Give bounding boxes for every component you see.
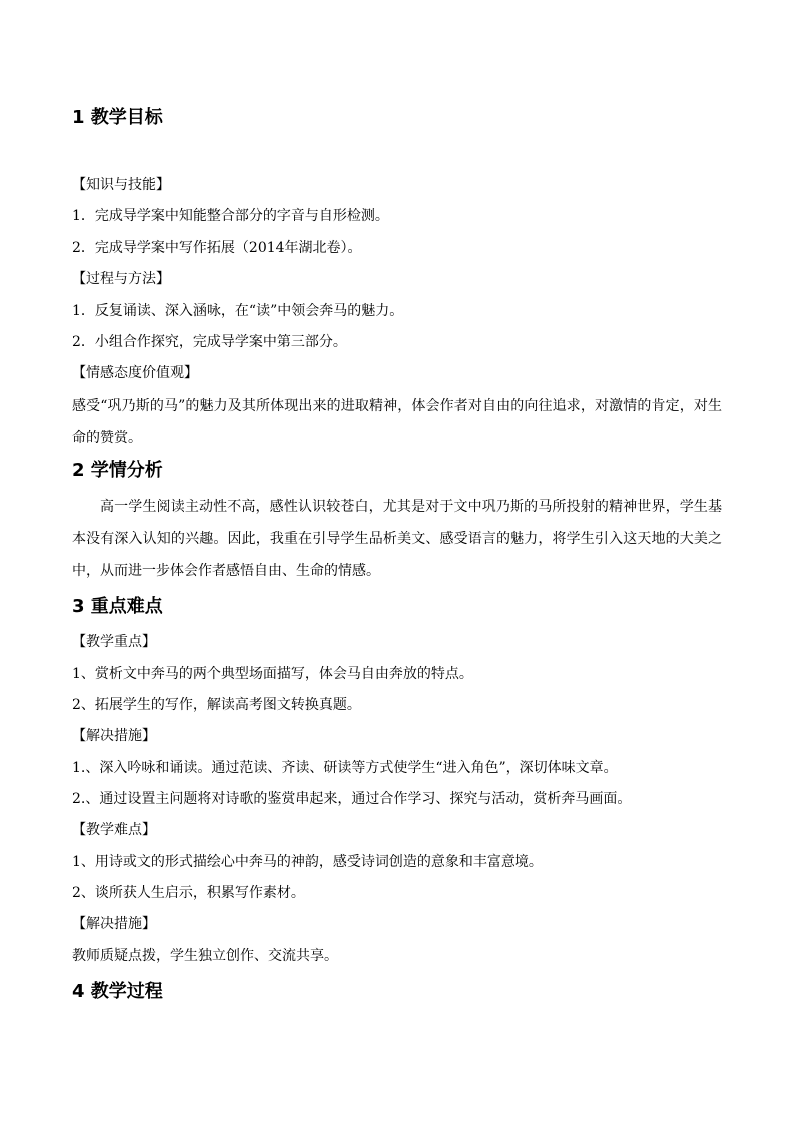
measures1-item-2: 2.、通过设置主问题将对诗歌的鉴赏串起来，通过合作学习、探究与活动，赏析奔马画面。 (72, 791, 632, 807)
section-title-keypoints: 3 重点难点 (72, 596, 163, 617)
focus-item-1: 1、赏析文中奔马的两个典型场面描写，体会马自由奔放的特点。 (72, 666, 473, 682)
focus-item-2: 2、拓展学生的写作，解读高考图文转换真题。 (72, 697, 361, 713)
label-knowledge-skills: 【知识与技能】 (72, 177, 170, 193)
label-teaching-difficulty: 【教学难点】 (72, 822, 156, 838)
label-measures-1: 【解决措施】 (72, 728, 156, 744)
knowledge-item-2: 2．完成导学案中写作拓展（2014年湖北卷）。 (72, 240, 362, 256)
label-process-methods: 【过程与方法】 (72, 271, 170, 287)
emotion-paragraph: 感受“巩乃斯的马”的魅力及其所体现出来的进取精神，体会作者对自由的向往追求，对激情的肯定，对生命的赞赏。 (72, 398, 722, 446)
measures1-item-1: 1.、深入吟咏和诵读。通过范读、齐读、研读等方式使学生“进入角色”，深切体味文章。 (72, 760, 618, 776)
process-item-2: 2．小组合作探究，完成导学案中第三部分。 (72, 334, 347, 350)
section-title-objectives: 1 教学目标 (72, 107, 163, 128)
label-teaching-focus: 【教学重点】 (72, 634, 156, 650)
label-measures-2: 【解决措施】 (72, 916, 156, 932)
knowledge-item-1: 1．完成导学案中知能整合部分的字音与自形检测。 (72, 208, 389, 224)
process-item-1: 1．反复诵读、深入涵咏，在“读”中领会奔马的魅力。 (72, 303, 404, 319)
measures2-text: 教师质疑点拨，学生独立创作、交流共享。 (72, 948, 338, 964)
difficulty-item-1: 1、用诗或文的形式描绘心中奔马的神韵，感受诗词创造的意象和丰富意境。 (72, 854, 543, 870)
difficulty-item-2: 2、谈所获人生启示，积累写作素材。 (72, 885, 305, 901)
label-emotion-values: 【情感态度价值观】 (72, 365, 198, 381)
section-title-process: 4 教学过程 (72, 981, 163, 1002)
section-title-analysis: 2 学情分析 (72, 460, 163, 481)
analysis-paragraph: 高一学生阅读主动性不高，感性认识较苍白，尤其是对于文中巩乃斯的马所投射的精神世界，学生基本没有深入认知的兴趣。因此，我重在引导学生品析美文、感受语言的魅力，将学生引入这天地的大美之中，从而进一步体会作者感悟自由、生命的情感。 (72, 499, 722, 579)
